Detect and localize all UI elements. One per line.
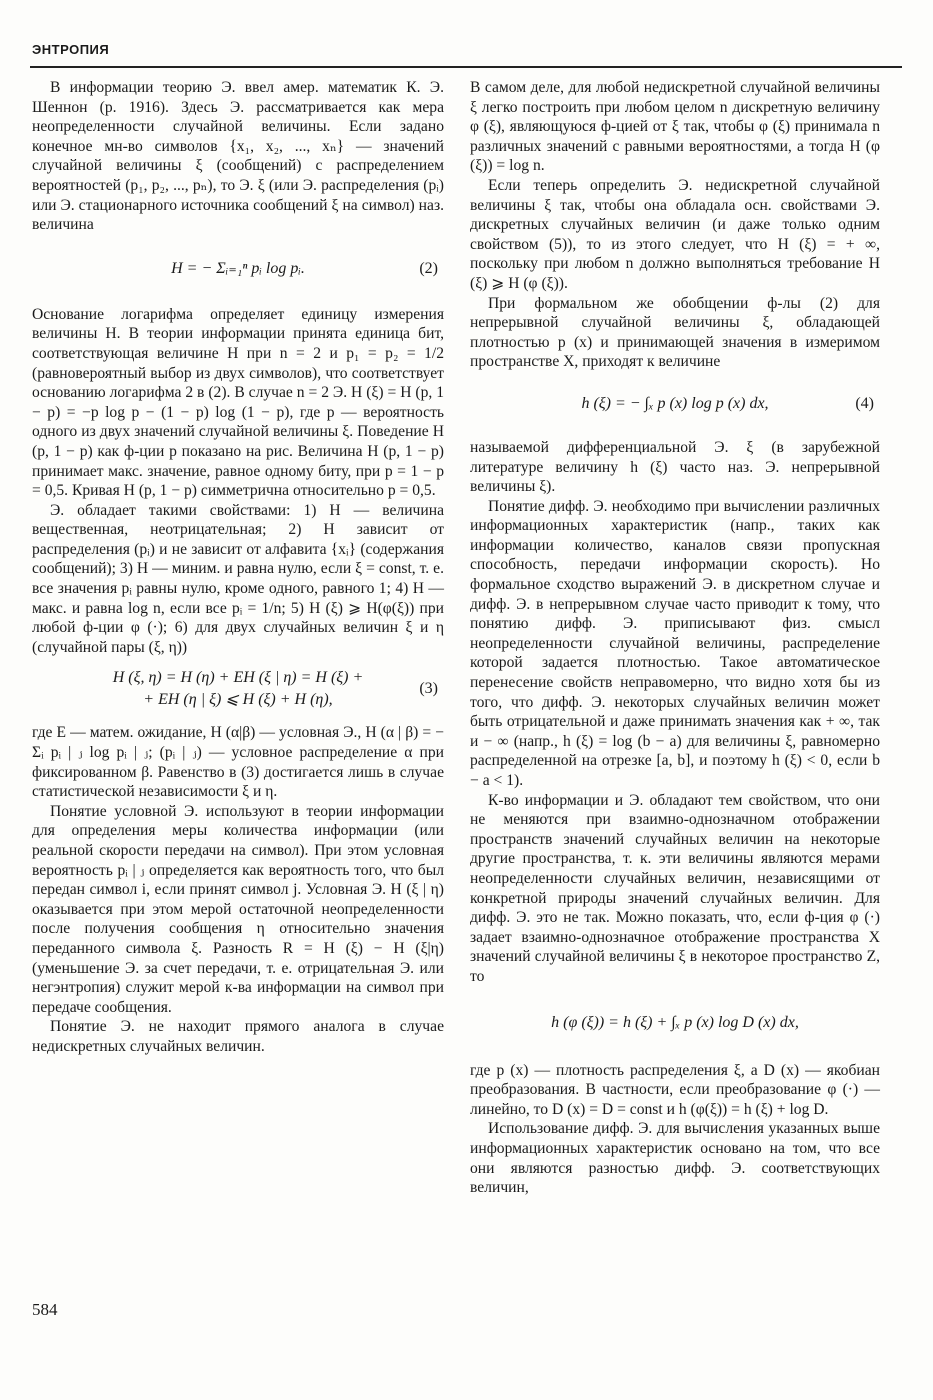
- left-column: [32, 78, 444, 1057]
- paragraph: где p (x) — плотность распределения ξ, а D (x) — якобиан преобразования. В частности, если преобразование φ (·) — линейно, то D (x) = D = const и h (φ(ξ)) = h (ξ) + log D.: [470, 1061, 880, 1118]
- page-header: [30, 40, 902, 68]
- paragraph: В самом деле, для любой недискретной случайной величины ξ легко построить при любом целом n дискретную величину φ (ξ), являющуюся ф-цией от ξ так, чтобы φ (ξ) принимала n различных значений с равными вероятностями, а тогда H (φ (ξ)) = log n.: [470, 79, 880, 175]
- formula-5-body: h (φ (ξ)) = h (ξ) + ∫ₓ p (x) log D (x) dx,: [551, 1013, 799, 1031]
- formula-3-line-2: + EH (η | ξ) ⩽ H (ξ) + H (η),: [143, 691, 333, 709]
- formula-2: [32, 241, 444, 297]
- page-number: 584: [32, 1300, 58, 1319]
- paragraph: Если теперь определить Э. недискретной случайной величины ξ так, чтобы она обладала осн. свойствами Э. дискретных случайных величин (и даже только одним свойством (5)), то из этого следует, что H (ξ) = + ∞, поскольку при любом n должно выполняться требование H (ξ) ⩾ H (φ (ξ)).: [470, 176, 880, 292]
- formula-4: [470, 378, 880, 430]
- paragraph: Понятие Э. не находит прямого аналога в случае недискретных случайных величин.: [32, 1018, 444, 1055]
- formula-2-body: H = − Σᵢ₌₁ⁿ pᵢ log pᵢ.: [171, 259, 305, 277]
- paragraph: называемой дифференциальной Э. ξ (в зарубежной литературе величину h (ξ) часто наз. Э. непрерывной величины ξ).: [470, 438, 880, 496]
- paragraph: Понятие условной Э. используют в теории информации для определения меры количества информации (или реальной скорости передачи на символ). При этом условная вероятность pᵢ | ⱼ определяется как вероятность того, что был передан символ i, если принят символ j. Условная Э. H (ξ | η) оказывается при этом мерой остаточной неопределенности после получения сообщения η относительно значения переданного символа ξ. Разность R = H (ξ) − H (ξ|η) (уменьшение Э. за счет передачи, т. е. отрицательная Э. или негэнтропия) служит мерой к-ва информации на символ при передаче сообщения.: [32, 802, 444, 1016]
- paragraph: Основание логарифма определяет единицу измерения величины H. В теории информации принята единица бит, соответствующая величине H при n = 2 и p₁ = p₂ = 1/2 (равновероятный выбор из двух символов), что соответствует основанию логарифма 2 в (2). В случае n = 2 Э. H (ξ) = H (p, 1 − p) = −p log p − (1 − p) log (1 − p), где p — вероятность одного из двух значений случайной величины ξ. Поведение H (p, 1 − p) как ф-ции p показано на рис. Величина H (p, 1 − p) принимает макс. значение, равное одному биту, при p = 1 − p = 0,5. Кривая H (p, 1 − p) симметрична относительно p = 0,5.: [32, 305, 444, 500]
- formula-2-number: (2): [419, 259, 438, 277]
- paragraph: В информации теорию Э. ввел амер. математик К. Э. Шеннон (р. 1916). Здесь Э. рассматривается как мера неопределенности случайной величины. Если задано конечное мн-во символов {x₁, x₂, ..., xₙ} — значений случайной величины ξ (сообщений) с распределением вероятностей (p₁, p₂, ..., pₙ), то Э. ξ (или Э. распределения (pᵢ) или Э. стационарного источника сообщений ξ на символ) наз. величина: [32, 79, 444, 234]
- formula-3-number: (3): [419, 680, 438, 698]
- formula-5: [470, 993, 880, 1053]
- formula-4-number: (4): [855, 394, 874, 412]
- formula-3-line-1: H (ξ, η) = H (η) + EH (ξ | η) = H (ξ) +: [112, 669, 364, 687]
- paragraph: При формальном же обобщении ф-лы (2) для непрерывной случайной величины ξ, обладающей плотностью p (x) и принимающей значения в измеримом пространстве X, приходят к величине: [470, 294, 880, 371]
- paragraph: где E — матем. ожидание, H (α|β) — условная Э., H (α | β) = − Σᵢ pᵢ | ⱼ log pᵢ | ⱼ; (pᵢ | ⱼ) — условное распределение α при фиксированном β. Равенство в (3) достигается лишь в случае статистической независимости ξ и η.: [32, 724, 444, 801]
- paragraph: Использование дифф. Э. для вычисления указанных выше информационных характеристик основано на том, что все они являются разностью дифф. Э. соответствующих величин,: [470, 1120, 880, 1197]
- paragraph: Э. обладает такими свойствами: 1) H — величина вещественная, неотрицательная; 2) H зависит от распределения (pᵢ) и не зависит от алфавита {xᵢ} (содержания сообщений); 3) H — миним. и равна нулю, если ξ = const, т. е. все значения pᵢ равны нулю, кроме одного, равного 1; 4) H — макс. и равна log n, если все pᵢ = 1/n; 5) H (ξ) ⩾ H(φ(ξ)) при любой ф-ции φ (·); 6) для двух случайных величин ξ и η (случайной пары (ξ, η)): [32, 501, 444, 656]
- section-title: ЭНТРОПИЯ: [32, 42, 110, 57]
- paragraph: К-во информации и Э. обладают тем свойством, что они не меняются при взаимно-однозначном отображении пространств значений случайных величин на некоторые другие пространства, т. к. эти величины являются мерами неопределенности случайных величин, независящими от конкретной природы значений случайных величин. Для дифф. Э. это не так. Можно показать, что, если ф-ция φ (·) задает взаимно-однозначное отображение пространства X значений случайной величины ξ в некоторое пространство Z, то: [470, 791, 880, 985]
- paragraph: Понятие дифф. Э. необходимо при вычислении различных информационных характеристик (напр., таких как информации количество, каналов связи пропускная способность, передачи информации скорость). Но формальное сходство выражений Э. в дискретном случае и дифф. Э. в непрерывном случае часто приводит к тому, что понятию дифф. Э. приписывают физ. смысл неопределенности случайной величины, распределение которой задается плотностью. Такое автоматическое перенесение свойств неправомерно, что видно хотя бы из того, что дифф. Э. некоторых случайных величин может быть отрицательной и даже принимать значения как + ∞, так и − ∞ (напр., h (ξ) = log (b − a) для величины ξ, равномерно распределенной на отрезке [a, b], и поэтому h (ξ) < 0, если b − a < 1).: [470, 497, 880, 789]
- formula-3: [32, 663, 444, 715]
- right-column: [470, 78, 880, 1198]
- formula-4-body: h (ξ) = − ∫ₓ p (x) log p (x) dx,: [581, 394, 769, 412]
